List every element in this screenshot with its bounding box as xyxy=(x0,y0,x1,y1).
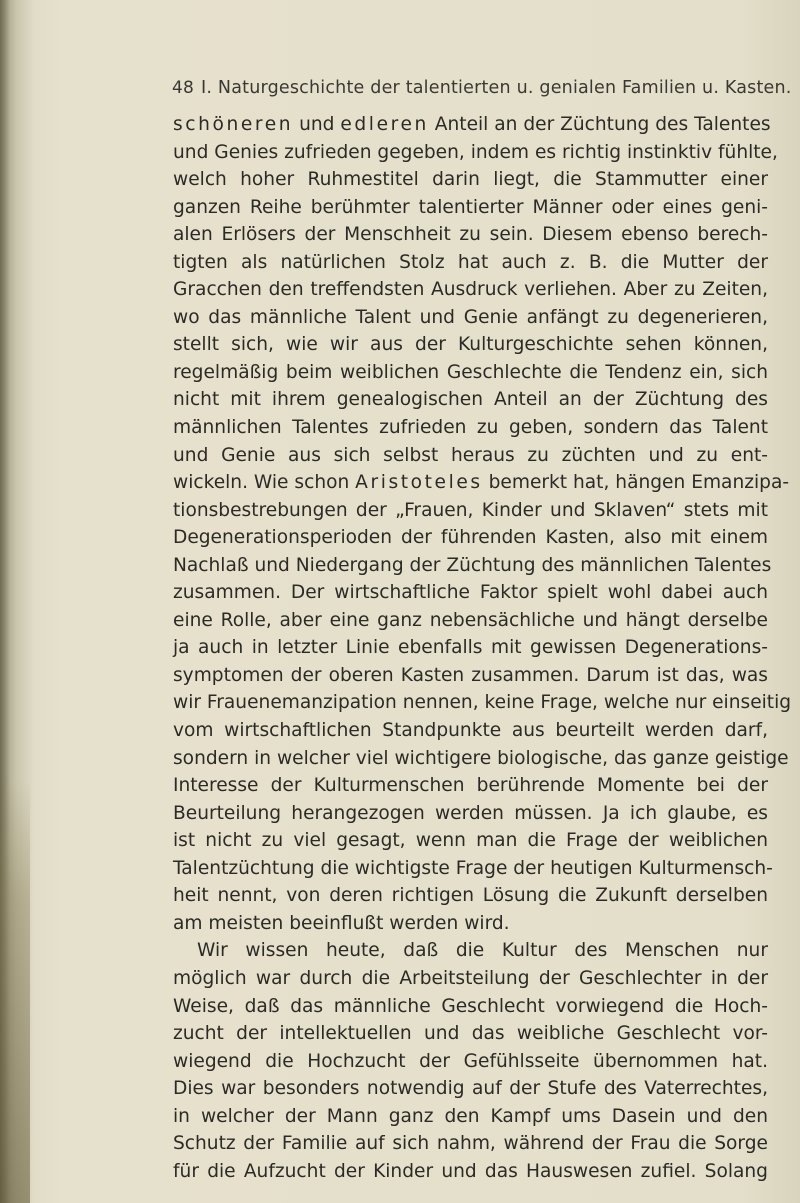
text-line: Talentzüchtung die wichtigste Frage der heutigen Kulturmensch- xyxy=(173,857,773,879)
text-line: schöneren und edleren Anteil an der Züchtung des Talentes xyxy=(173,114,771,135)
text-line: zusammen. Der wirtschaftliche Faktor spielt wohl dabei auch xyxy=(173,582,768,604)
text-line: Wir wissen heute, daß die Kultur des Menschen nur xyxy=(197,940,768,962)
text-line: wiegend die Hochzucht der Gefühlsseite übernommen hat. xyxy=(173,1050,768,1072)
text-line: heit nennt, von deren richtigen Lösung die Zukunft derselben xyxy=(173,885,768,907)
text-line: tionsbestrebungen der „Frauen, Kinder und Sklaven“ stets mit xyxy=(173,499,768,521)
text-line: nicht mit ihrem genealogischen Anteil an der Züchtung des xyxy=(173,389,768,411)
text-line: ganzen Reihe berühmter talentierter Männer oder eines geni- xyxy=(173,196,768,218)
text-line: vom wirtschaftlichen Standpunkte aus beurteilt werden darf, xyxy=(173,720,768,742)
text-line: Nachlaß und Niedergang der Züchtung des männlichen Talentes xyxy=(173,554,772,576)
text-line: für die Aufzucht der Kinder und das Hauswesen zufiel. Solang xyxy=(173,1160,768,1182)
text-line: Gracchen den treffendsten Ausdruck verliehen. Aber zu Zeiten, xyxy=(173,279,768,301)
text-line: eine Rolle, aber eine ganz nebensächliche und hängt derselbe xyxy=(173,609,768,631)
emphasized-name: Aristoteles xyxy=(355,472,483,494)
text-line: Degenerationsperioden der führenden Kasten, also mit einem xyxy=(173,527,768,549)
text-line: Beurteilung herangezogen werden müssen. Ja ich glaube, es xyxy=(173,802,768,824)
running-header xyxy=(172,78,792,98)
emphasized-word: edleren xyxy=(340,114,429,135)
text-line: zucht der intellektuellen und das weibliche Geschlecht vor- xyxy=(173,1023,768,1045)
emphasized-word: schöneren xyxy=(173,114,294,135)
text-line: alen Erlösers der Menschheit zu sein. Diesem ebenso berech- xyxy=(173,224,768,246)
body-text xyxy=(173,111,792,1185)
text-line: möglich war durch die Arbeitsteilung der Geschlechter in der xyxy=(173,967,768,989)
text-line: und Genie aus sich selbst heraus zu züchten und zu ent- xyxy=(173,444,768,466)
text-line: stellt sich, wie wir aus der Kulturgeschichte sehen können, xyxy=(173,334,768,356)
text-line: wir Frauenemanzipation nennen, keine Frage, welche nur einseitig xyxy=(173,692,792,714)
text-line: männlichen Talentes zufrieden zu geben, sondern das Talent xyxy=(173,417,768,439)
text-line: wickeln. Wie schon Aristoteles bemerkt hat, hängen Emanzipa- xyxy=(173,472,790,494)
text-line: in welcher der Mann ganz den Kampf ums Dasein und den xyxy=(173,1105,768,1127)
text-line: und Genies zufrieden gegeben, indem es richtig instinktiv fühlte, xyxy=(173,141,778,163)
text-line: symptomen der oberen Kasten zusammen. Darum ist das, was xyxy=(173,664,768,686)
gutter-stain xyxy=(0,780,30,1203)
text-line: Interesse der Kulturmenschen berührende Momente bei der xyxy=(173,775,768,797)
text-line: Weise, daß das männliche Geschlecht vorwiegend die Hoch- xyxy=(173,995,768,1017)
text-line: ist nicht zu viel gesagt, wenn man die Frage der weiblichen xyxy=(173,830,768,852)
running-title: I. Naturgeschichte der talentierten u. genialen Familien u. Kasten. xyxy=(201,78,792,98)
text-line: sondern in welcher viel wichtigere biologische, das ganze geistige xyxy=(173,747,789,769)
text-line: Schutz der Familie auf sich nahm, während der Frau die Sorge xyxy=(173,1133,768,1155)
text-line: am meisten beeinflußt werden wird. xyxy=(173,912,510,934)
text-line: regelmäßig beim weiblichen Geschlechte die Tendenz ein, sich xyxy=(173,361,768,383)
text-line: welch hoher Ruhmestitel darin liegt, die Stammutter einer xyxy=(173,169,768,191)
text-line: ja auch in letzter Linie ebenfalls mit gewissen Degenerations- xyxy=(173,637,768,659)
text-line: Dies war besonders notwendig auf der Stufe des Vaterrechtes, xyxy=(173,1078,768,1100)
page-number: 48 xyxy=(172,78,195,98)
text-line: tigten als natürlichen Stolz hat auch z. B. die Mutter der xyxy=(173,251,768,273)
text-line: wo das männliche Talent und Genie anfängt zu degenerieren, xyxy=(173,306,768,328)
